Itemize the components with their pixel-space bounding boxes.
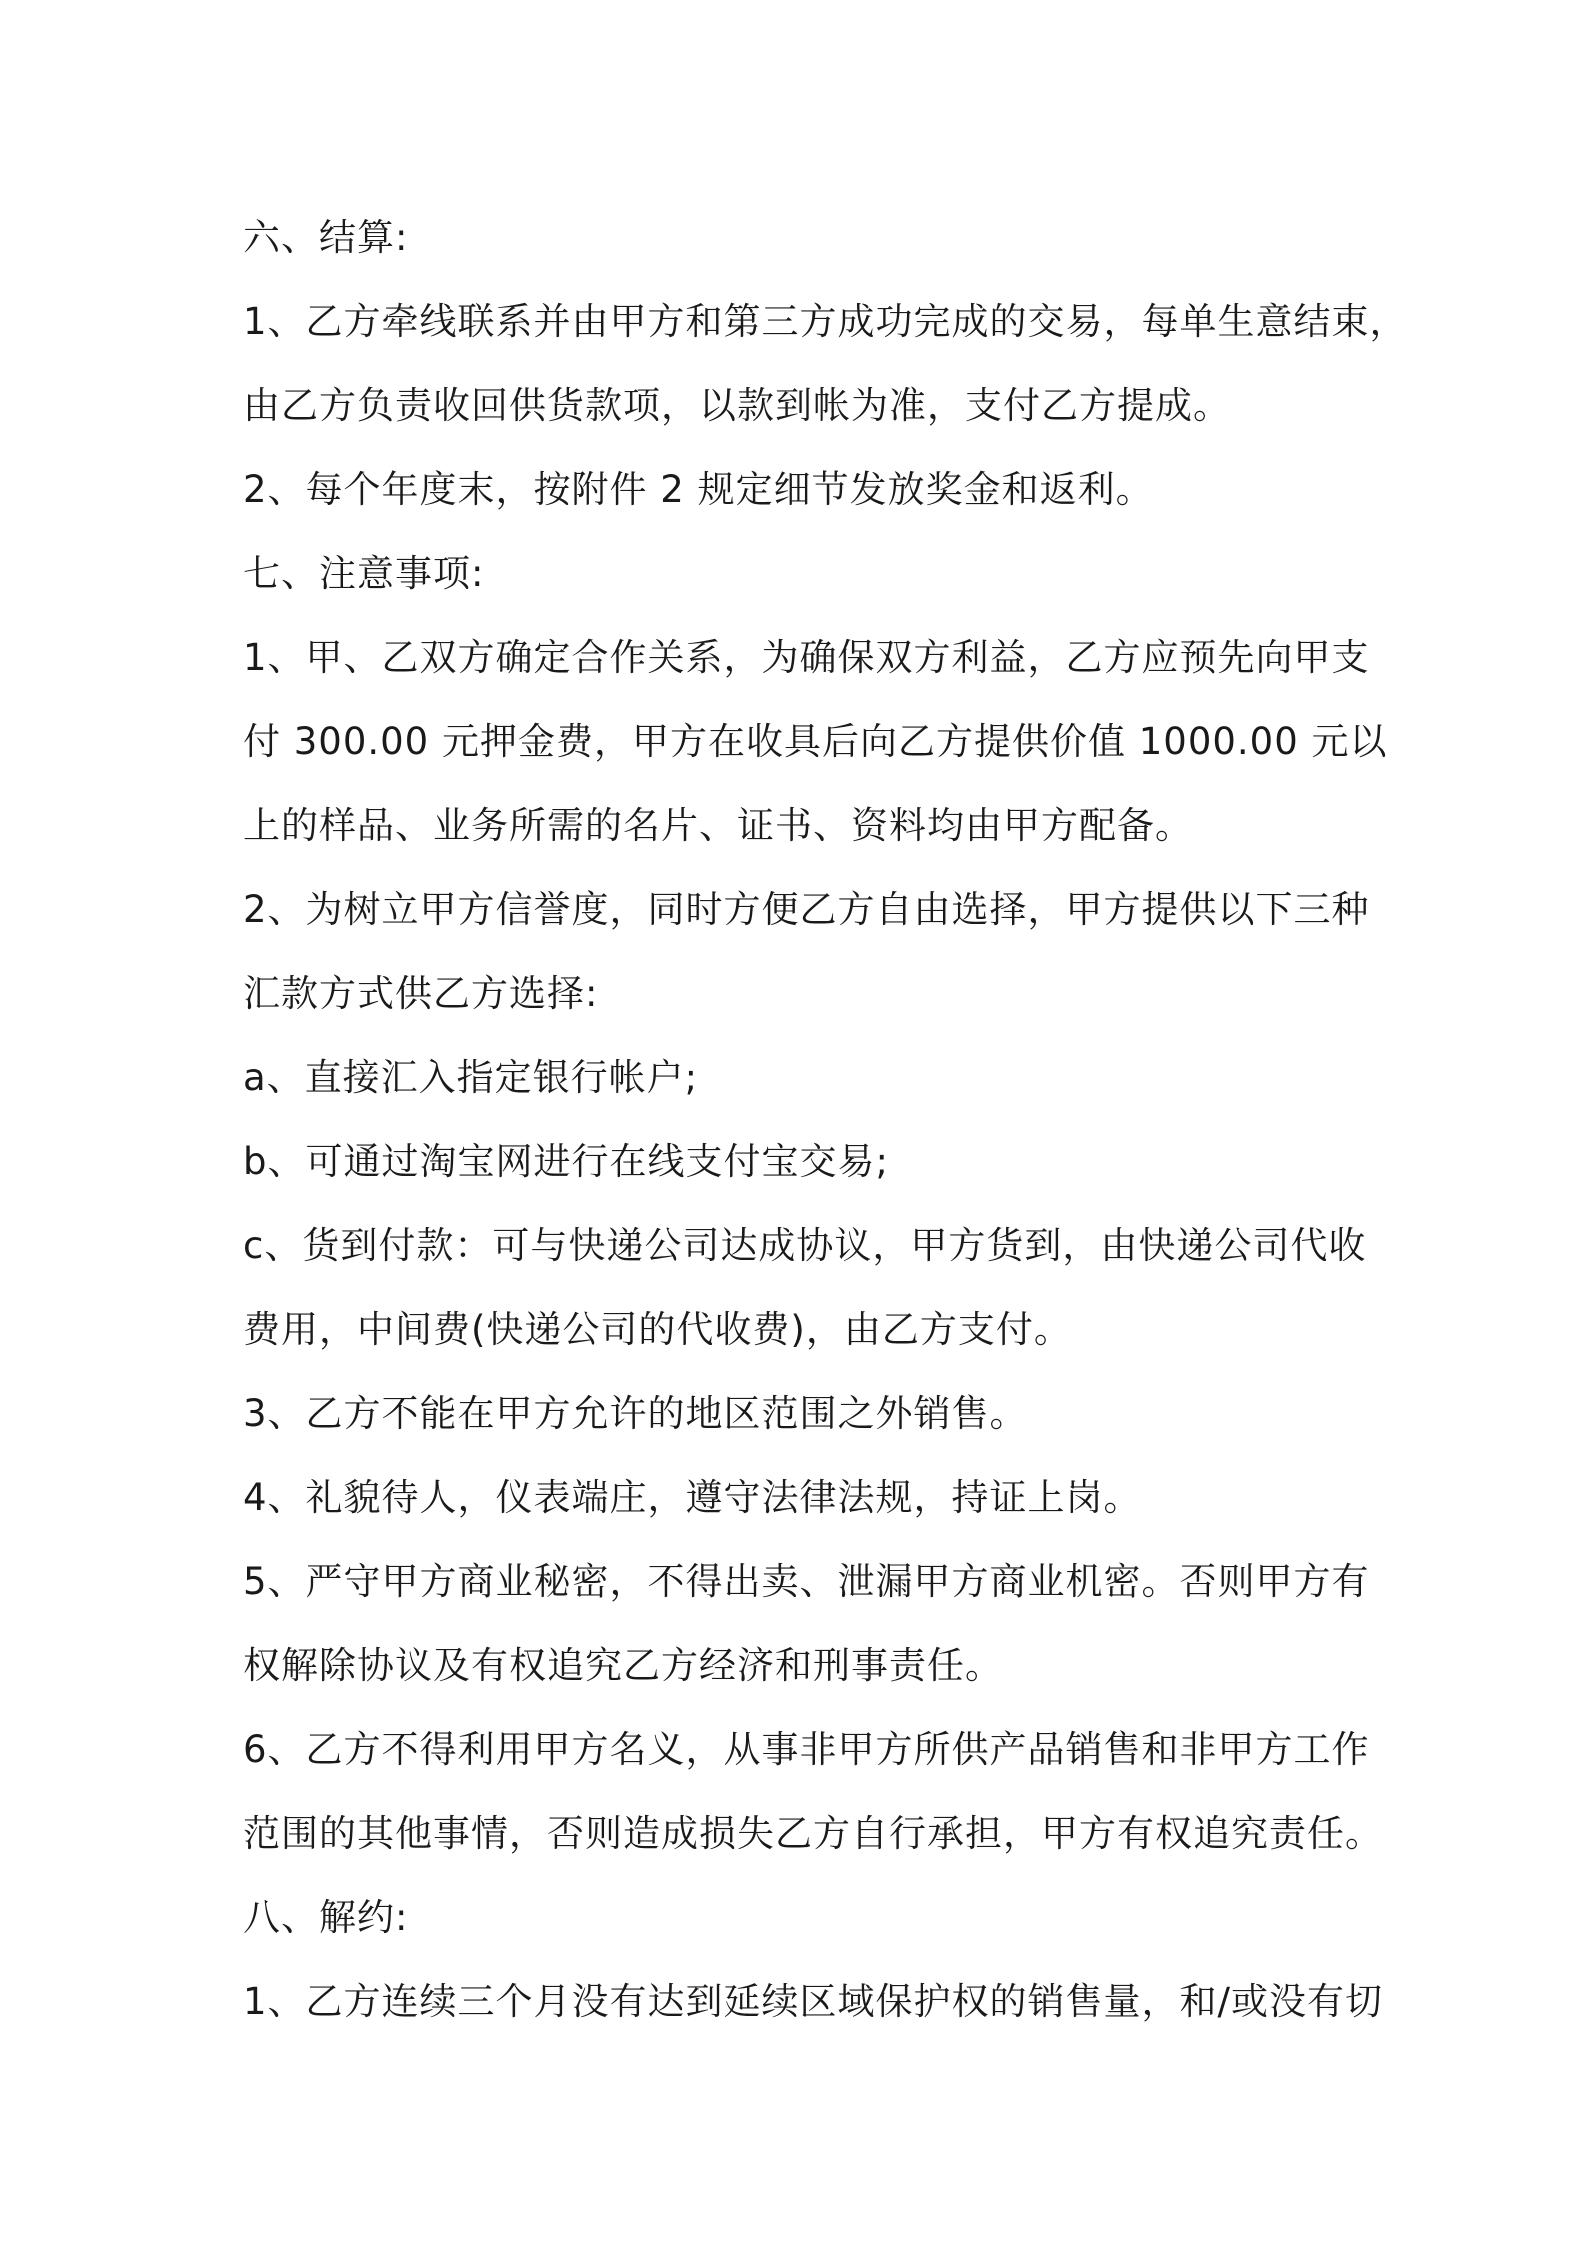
text-line: a、直接汇入指定银行帐户;: [243, 1056, 699, 1099]
text-line: b、可通过淘宝网进行在线支付宝交易;: [243, 1140, 889, 1183]
text-line: 2、每个年度末，按附件 2 规定细节发放奖金和返利。: [243, 468, 1154, 511]
document-body: [243, 196, 1408, 2044]
text-line: 由乙方负责收回供货款项，以款到帐为准，支付乙方提成。: [243, 384, 1231, 427]
section-heading-notes: 七、注意事项:: [243, 552, 485, 595]
section-heading-termination: 八、解约:: [243, 1896, 409, 1939]
text-line: 上的样品、业务所需的名片、证书、资料均由甲方配备。: [243, 804, 1193, 847]
text-line: 1、甲、乙双方确定合作关系，为确保双方利益，乙方应预先向甲支: [243, 636, 1370, 679]
text-line: 权解除协议及有权追究乙方经济和刑事责任。: [243, 1644, 1003, 1687]
text-line: 费用，中间费(快递公司的代收费)，由乙方支付。: [243, 1308, 1072, 1351]
text-line: c、货到付款：可与快递公司达成协议，甲方货到，由快递公司代收: [243, 1224, 1367, 1267]
text-line: 5、严守甲方商业秘密，不得出卖、泄漏甲方商业机密。否则甲方有: [243, 1560, 1370, 1603]
text-line: 2、为树立甲方信誉度，同时方便乙方自由选择，甲方提供以下三种: [243, 888, 1370, 931]
text-line: 4、礼貌待人，仪表端庄，遵守法律法规，持证上岗。: [243, 1476, 1142, 1519]
text-line: 3、乙方不能在甲方允许的地区范围之外销售。: [243, 1392, 1028, 1435]
text-line: 付 300.00 元押金费，甲方在收具后向乙方提供价值 1000.00 元以: [243, 720, 1388, 763]
text-line: 范围的其他事情，否则造成损失乙方自行承担，甲方有权追究责任。: [243, 1812, 1383, 1855]
text-line: 1、乙方连续三个月没有达到延续区域保护权的销售量，和/或没有切: [243, 1980, 1384, 2023]
text-line: 1、乙方牵线联系并由甲方和第三方成功完成的交易，每单生意结束，: [243, 300, 1408, 343]
section-heading-settlement: 六、结算:: [243, 216, 409, 259]
text-line: 汇款方式供乙方选择:: [243, 972, 599, 1015]
text-line: 6、乙方不得利用甲方名义，从事非甲方所供产品销售和非甲方工作: [243, 1728, 1370, 1771]
